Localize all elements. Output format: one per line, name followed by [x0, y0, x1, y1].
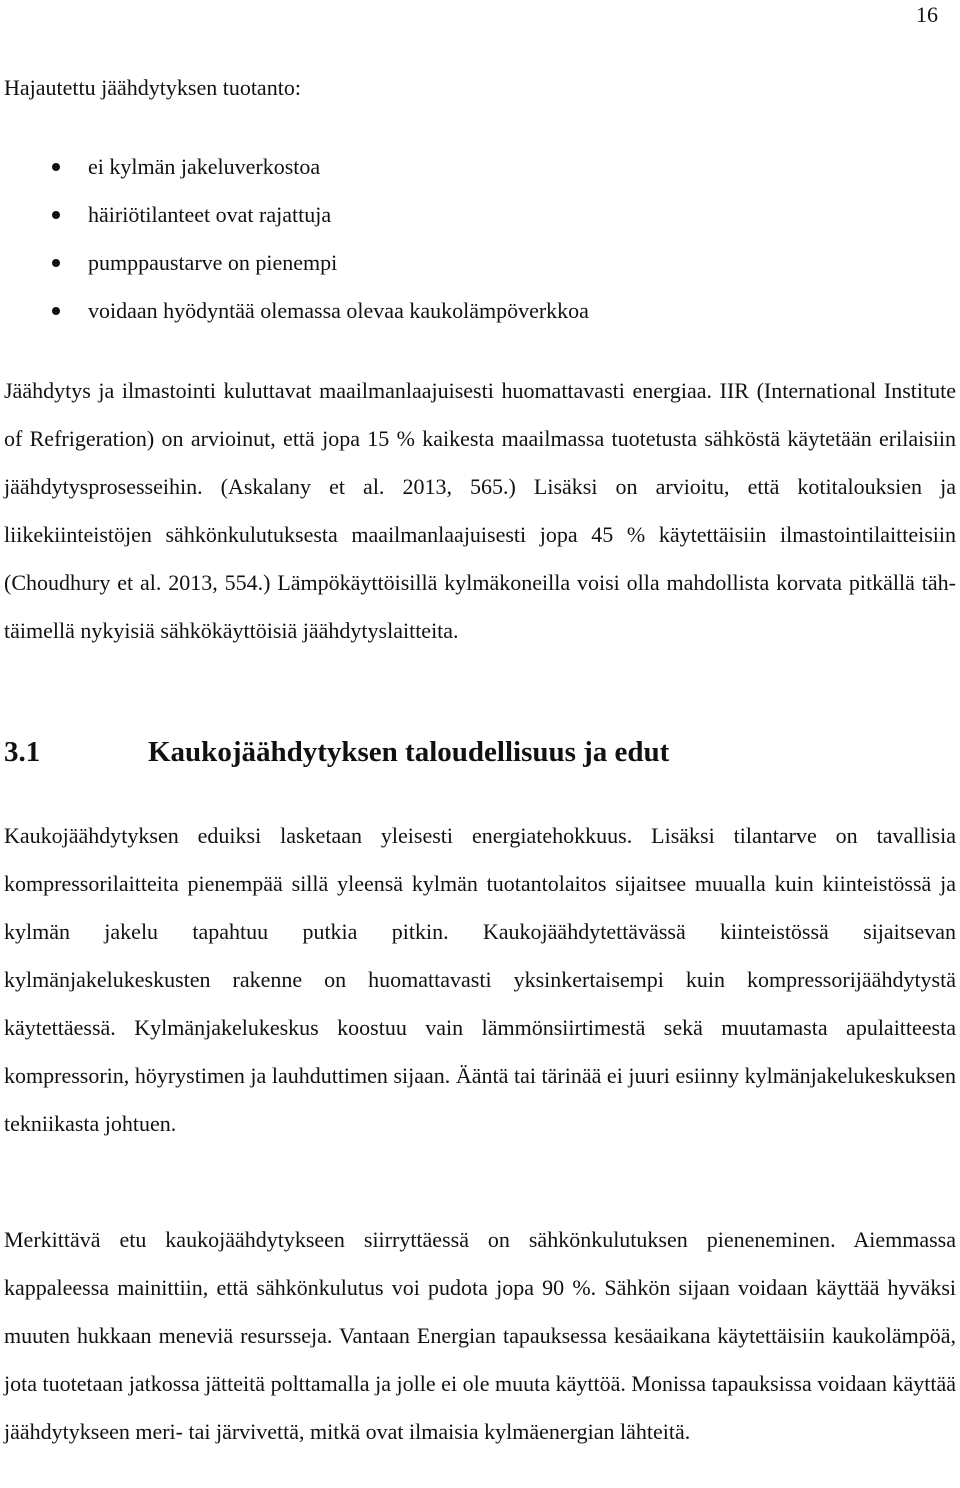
list-item: [0, 297, 589, 345]
intro-label: Hajautettu jäähdytyksen tuotanto:: [4, 75, 301, 100]
bullet-list: [0, 153, 589, 345]
bullet-icon: [52, 307, 60, 315]
bullet-icon: [52, 211, 60, 219]
paragraph-advantages: Kaukojäähdytyksen eduiksi lasketaan yleisesti energiatehokkuus. Lisäksi tilantarve on tavallisia kompressorilaitteita pienempää sillä yleensä kylmän tuotantolaitos sijaitsee muualla kuin kiinteistössä ja kylmän jakelu tapahtuu putkia pitkin. Kaukojäähdytettävässä kiinteistössä sijaitsevan kylmänjakelukeskusten rakenne on huomattavasti yksinkertaisempi kuin kompressorijäähdytystä käytettäessä. Kylmänjakelukeskus koostuu vain lämmönsiirtimestä sekä muutamasta apulaitteesta kompressorin, höyrystimen ja lauhduttimen sijaan. Ääntä tai tärinää ei juuri esiinny kylmänjakelukeskuksen tekniikasta johtuen.: [4, 823, 956, 1136]
paragraph-electricity-savings: Merkittävä etu kaukojäähdytykseen siirryttäessä on sähkönkulutuksen pieneneminen. Aiemmassa kappaleessa mainittiin, että sähkönkulutus voi pudota jopa 90 %. Sähkön sijaan voidaan käyttää hyväksi muuten hukkaan meneviä resursseja. Vantaan Energian tapauksessa kesäaikana käytettäisiin kaukolämpöä, jota tuotetaan jatkossa jätteitä polttamalla ja jolle ei ole muuta käyttöä. Monissa tapauksissa voidaan käyttää jäähdytykseen meri- tai järvivettä, mitkä ovat ilmaisia kylmäenergian lähteitä.: [4, 1227, 956, 1444]
section-title: Kaukojäähdytyksen taloudellisuus ja edut: [148, 736, 670, 768]
list-item-text: ei kylmän jakeluverkostoa: [88, 154, 321, 179]
section-number: 3.1: [4, 736, 41, 768]
page-number: 16: [916, 2, 938, 27]
section-heading: [4, 734, 669, 770]
list-item-text: voidaan hyödyntää olemassa olevaa kaukolämpöverkkoa: [88, 298, 589, 323]
bullet-icon: [52, 163, 60, 171]
list-item: [0, 201, 589, 249]
paragraph-energy-consumption: Jäähdytys ja ilmastointi kuluttavat maailmanlaajuisesti huomattavasti energiaa. IIR (International Institute of Refrigeration) on arvioinut, että jopa 15 % kaikesta maailmassa tuotetusta sähköstä käytetään erilaisiin jäähdytysprosesseihin. (Askalany et al. 2013, 565.) Lisäksi on arvioitu, että kotitalouksien ja liikekiinteistöjen sähkönkulutuksesta maailmanlaajuisesti jopa 45 % käytettäisiin ilmastointilaitteisiin (Choudhury et al. 2013, 554.) Lämpökäyttöisillä kylmäkoneilla voisi olla mahdollista korvata pitkällä tähtäimellä nykyisiä sähkökäyttöisiä jäähdytyslaitteita.: [4, 378, 956, 643]
list-item: [0, 249, 589, 297]
list-item: [0, 153, 589, 201]
list-item-text: häiriötilanteet ovat rajattuja: [88, 202, 332, 227]
list-item-text: pumppaustarve on pienempi: [88, 250, 338, 275]
bullet-icon: [52, 259, 60, 267]
